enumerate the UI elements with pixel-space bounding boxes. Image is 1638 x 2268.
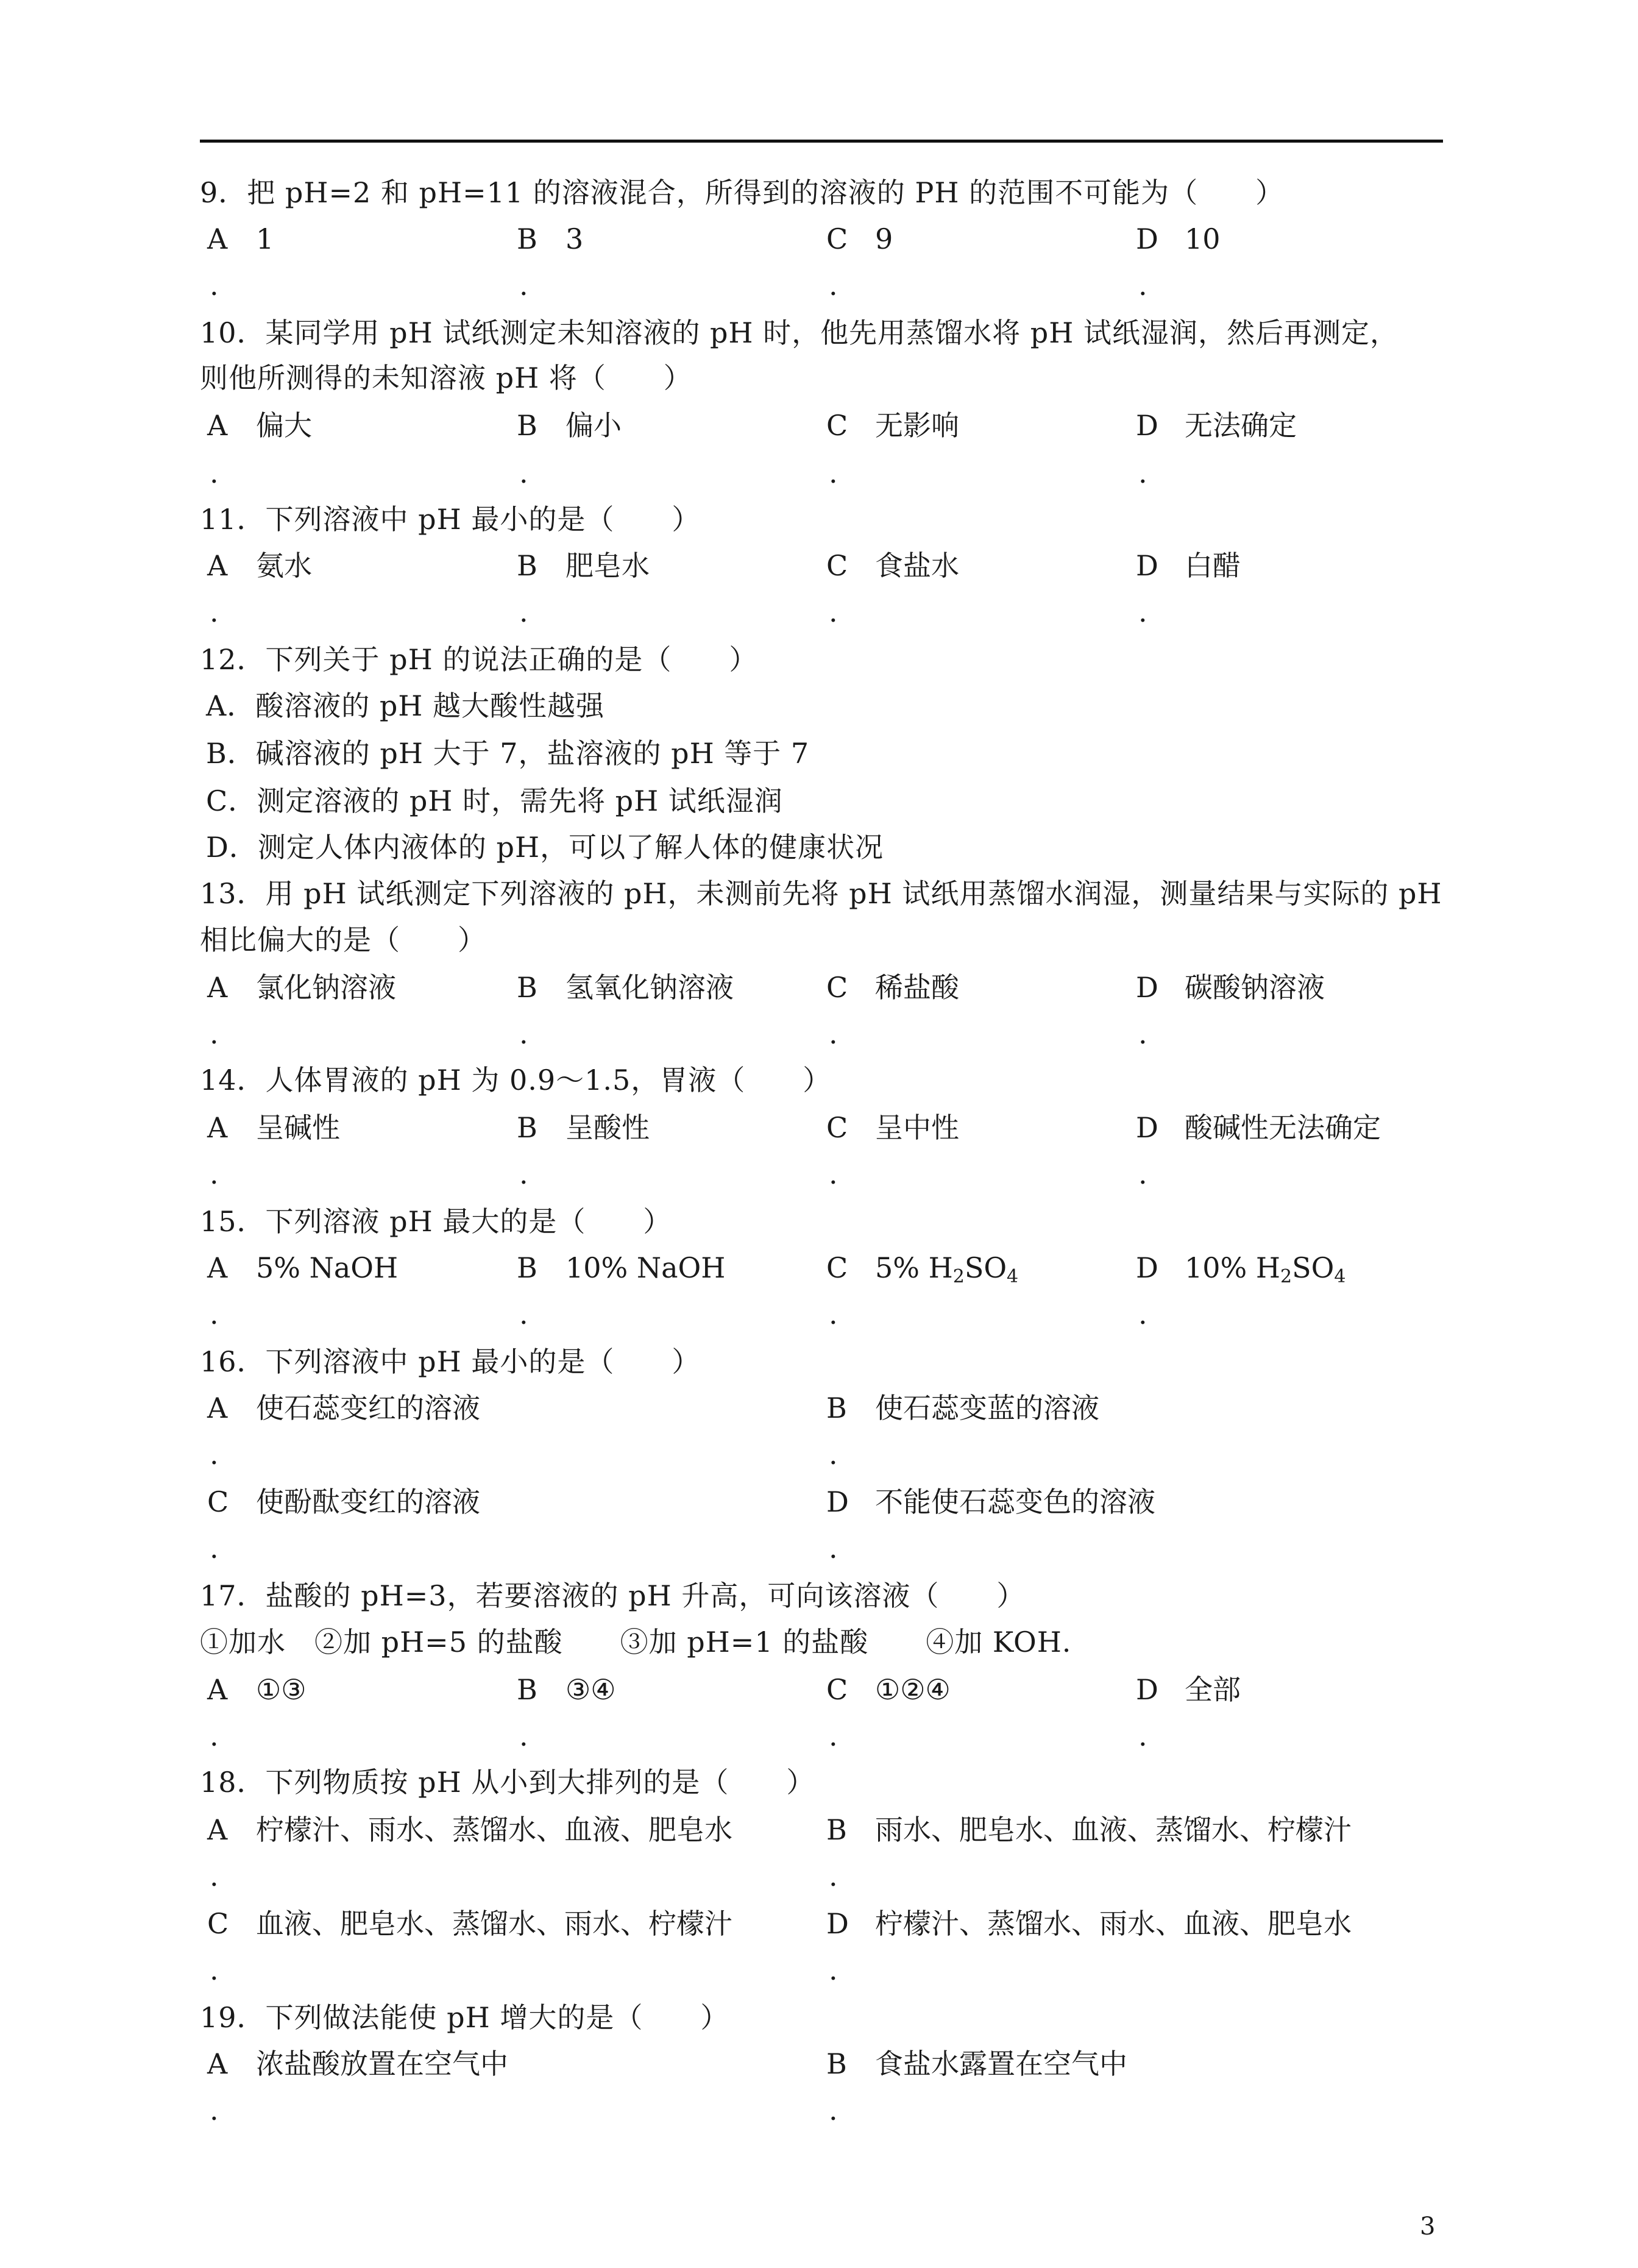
question-18-stem: 18．下列物质按 pH 从小到大排列的是（ ）	[200, 1766, 815, 1799]
q10-dot-c: .	[829, 457, 838, 489]
q17-dot-b: .	[519, 1719, 528, 1752]
q19-option-a: A 浓盐酸放置在空气中	[207, 2047, 508, 2080]
q13-option-d: D 碳酸钠溶液	[1136, 971, 1325, 1004]
q16-dot-c: .	[210, 1532, 219, 1565]
q17-option-c: C ①②④	[826, 1673, 951, 1706]
q17-option-b: B ③④	[517, 1673, 616, 1706]
q18-dot-b: .	[829, 1860, 838, 1893]
q9-dot-b: .	[519, 269, 528, 302]
q15-option-a: A 5% NaOH	[207, 1251, 399, 1284]
q11-option-b: B 肥皂水	[517, 549, 650, 582]
q17-dot-d: .	[1138, 1719, 1147, 1752]
question-14-stem: 14．人体胃液的 pH 为 0.9～1.5，胃液（ ）	[200, 1064, 832, 1097]
question-11-stem: 11．下列溶液中 pH 最小的是（ ）	[200, 503, 701, 536]
q13-option-c: C 稀盐酸	[826, 971, 959, 1004]
q17-option-d: D 全部	[1136, 1673, 1241, 1706]
q12-option-b: B．碱溶液的 pH 大于 7，盐溶液的 pH 等于 7	[206, 737, 810, 770]
q14-option-b: B 呈酸性	[517, 1111, 650, 1144]
q18-option-a: A 柠檬汁、雨水、蒸馏水、血液、肥皂水	[207, 1813, 732, 1846]
q10-dot-a: .	[210, 457, 219, 489]
q18-dot-c: .	[210, 1953, 219, 1986]
question-9-stem: 9．把 pH=2 和 pH=11 的溶液混合，所得到的溶液的 PH 的范围不可能为（ ）	[200, 176, 1285, 209]
q10-option-d: D 无法确定	[1136, 409, 1297, 442]
q9-option-c: C 9	[826, 222, 893, 255]
q15-option-d: D 10% $H_2SO_4$	[1136, 1251, 1346, 1287]
q11-dot-d: .	[1138, 595, 1147, 628]
q14-option-c: C 呈中性	[826, 1111, 959, 1144]
page-number: 3	[1420, 2213, 1436, 2241]
header-rule	[200, 140, 1443, 143]
q12-option-c: C．测定溶液的 pH 时，需先将 pH 试纸湿润	[206, 784, 783, 817]
q16-option-c: C 使酚酞变红的溶液	[207, 1485, 480, 1518]
q11-option-c: C 食盐水	[826, 549, 959, 582]
q15-dot-c: .	[829, 1298, 838, 1331]
q15-dot-b: .	[519, 1298, 528, 1331]
q15-dot-a: .	[210, 1298, 219, 1331]
q16-option-a: A 使石蕊变红的溶液	[207, 1392, 480, 1424]
q16-dot-b: .	[829, 1438, 838, 1471]
q9-option-d: D 10	[1136, 222, 1221, 255]
q18-option-d: D 柠檬汁、蒸馏水、雨水、血液、肥皂水	[826, 1907, 1352, 1940]
q13-dot-c: .	[829, 1017, 838, 1050]
q14-option-a: A 呈碱性	[207, 1111, 340, 1144]
q13-option-a: A 氯化钠溶液	[207, 971, 396, 1004]
q16-dot-a: .	[210, 1438, 219, 1471]
q14-option-d: D 酸碱性无法确定	[1136, 1111, 1381, 1144]
q19-dot-a: .	[210, 2094, 219, 2127]
q10-dot-b: .	[519, 457, 528, 489]
q15-option-b: B 10% NaOH	[517, 1251, 726, 1284]
q9-option-a: A 1	[207, 222, 274, 255]
q11-option-d: D 白醋	[1136, 549, 1241, 582]
q10-option-b: B 偏小	[517, 409, 622, 442]
q18-dot-a: .	[210, 1860, 219, 1893]
question-13-stem-2: 相比偏大的是（ ）	[200, 923, 486, 956]
q10-option-c: C 无影响	[826, 409, 959, 442]
q16-option-d: D 不能使石蕊变色的溶液	[826, 1485, 1155, 1518]
q13-dot-b: .	[519, 1017, 528, 1050]
question-10-stem-2: 则他所测得的未知溶液 pH 将（ ）	[200, 361, 692, 394]
question-17-stem: 17．盐酸的 pH=3，若要溶液的 pH 升高，可向该溶液（ ）	[200, 1579, 1026, 1612]
question-10-stem-1: 10．某同学用 pH 试纸测定未知溶液的 pH 时，他先用蒸馏水将 pH 试纸湿润，然后再测定，	[200, 316, 1399, 349]
q16-dot-d: .	[829, 1532, 838, 1565]
q13-option-b: B 氢氧化钠溶液	[517, 971, 734, 1004]
q17-dot-a: .	[210, 1719, 219, 1752]
q19-option-b: B 食盐水露置在空气中	[826, 2047, 1127, 2080]
q18-dot-d: .	[829, 1953, 838, 1986]
q11-dot-b: .	[519, 595, 528, 628]
q13-dot-d: .	[1138, 1017, 1147, 1050]
q9-dot-d: .	[1138, 269, 1147, 302]
q12-option-d: D．测定人体内液体的 pH，可以了解人体的健康状况	[206, 831, 884, 864]
question-16-stem: 16．下列溶液中 pH 最小的是（ ）	[200, 1345, 701, 1378]
q9-dot-c: .	[829, 269, 838, 302]
q14-dot-b: .	[519, 1157, 528, 1190]
q9-dot-a: .	[210, 269, 219, 302]
q18-option-c: C 血液、肥皂水、蒸馏水、雨水、柠檬汁	[207, 1907, 732, 1940]
q14-dot-c: .	[829, 1157, 838, 1190]
q17-option-a: A ①③	[207, 1673, 307, 1706]
q11-dot-c: .	[829, 595, 838, 628]
q14-dot-a: .	[210, 1157, 219, 1190]
question-17-items: ①加水 ②加 pH=5 的盐酸 ③加 pH=1 的盐酸 ④加 KOH.	[200, 1626, 1072, 1658]
q19-dot-b: .	[829, 2094, 838, 2127]
question-12-stem: 12．下列关于 pH 的说法正确的是（ ）	[200, 643, 758, 676]
q14-dot-d: .	[1138, 1157, 1147, 1190]
q13-dot-a: .	[210, 1017, 219, 1050]
q11-dot-a: .	[210, 595, 219, 628]
q17-dot-c: .	[829, 1719, 838, 1752]
q18-option-b: B 雨水、肥皂水、血液、蒸馏水、柠檬汁	[826, 1813, 1352, 1846]
q15-dot-d: .	[1138, 1298, 1147, 1331]
q11-option-a: A 氨水	[207, 549, 312, 582]
q12-option-a: A．酸溶液的 pH 越大酸性越强	[206, 689, 605, 722]
question-15-stem: 15．下列溶液 pH 最大的是（ ）	[200, 1205, 672, 1238]
q16-option-b: B 使石蕊变蓝的溶液	[826, 1392, 1099, 1424]
q10-option-a: A 偏大	[207, 409, 312, 442]
q15-option-c: C 5% $H_2SO_4$	[826, 1251, 1019, 1287]
question-13-stem-1: 13．用 pH 试纸测定下列溶液的 pH，未测前先将 pH 试纸用蒸馏水润湿，测量结果与实际的 pH	[200, 877, 1442, 910]
question-19-stem: 19．下列做法能使 pH 增大的是（ ）	[200, 2001, 729, 2034]
q9-option-b: B 3	[517, 222, 584, 255]
q10-dot-d: .	[1138, 457, 1147, 489]
